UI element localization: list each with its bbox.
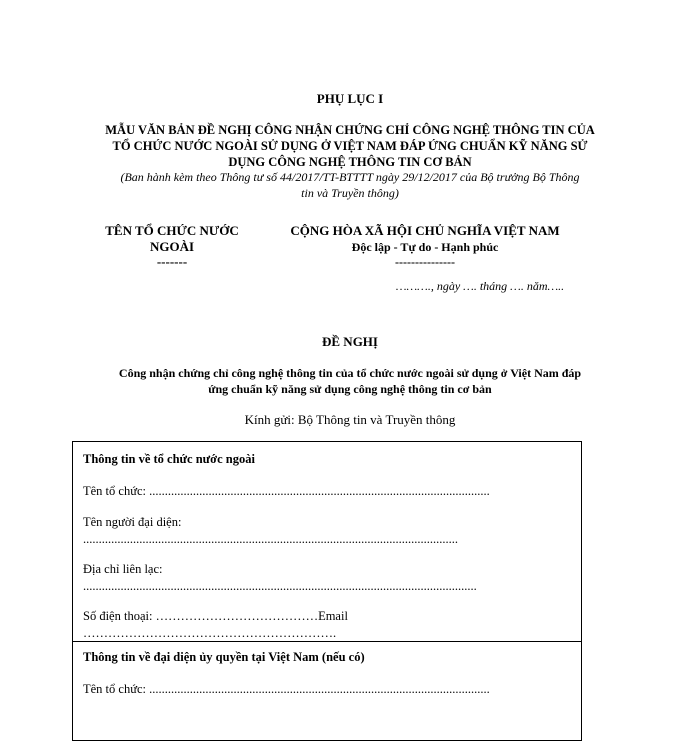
address-dots: .............................................................................................................................. [83,579,477,593]
issued-note-line-1: (Ban hành kèm theo Thông tư số 44/2017/TT-BTTTT ngày 29/12/2017 của Bộ trưởng Bộ Thông [120,170,580,184]
motto-divider: --------------- [395,255,455,269]
appendix-title: PHỤ LỤC I [316,91,384,106]
addressee: Kính gửi: Bộ Thông tin và Truyền thông [244,412,456,427]
motto: Độc lập - Tự do - Hạnh phúc [351,240,499,254]
representative-label: Tên người đại diện: [83,515,182,529]
vn-org-name-field: Tên tổ chức: ............................................................................................................. [83,682,490,696]
document-title-line-3: DỤNG CÔNG NGHỆ THÔNG TIN CƠ BẢN [228,155,472,169]
request-title: ĐỀ NGHỊ [322,334,378,349]
representative-dots: ........................................................................................................................ [83,532,458,546]
request-subject-line-2: ứng chuẩn kỹ năng sử dụng công nghệ thông tin cơ bản [208,382,492,396]
org-name-divider: ------- [156,254,188,269]
org-name-header-line-1: TÊN TỔ CHỨC NƯỚC [105,223,239,238]
section-divider [73,641,581,642]
address-label: Địa chỉ liên lạc: [83,562,163,576]
document-title-line-2: TỔ CHỨC NƯỚC NGOÀI SỬ DỤNG Ở VIỆT NAM ĐÁP ỨNG CHUẨN KỸ NĂNG SỬ [112,139,588,153]
org-name-field: Tên tổ chức: ............................................................................................................. [83,484,490,498]
nation-header: CỘNG HÒA XÃ HỘI CHỦ NGHĨA VIỆT NAM [290,223,560,238]
info-form-table [72,441,582,741]
org-name-header-line-2: NGOÀI [149,239,195,254]
document-title-line-1: MẪU VĂN BẢN ĐỀ NGHỊ CÔNG NHẬN CHỨNG CHỈ CÔNG NGHỆ THÔNG TIN CỦA [105,123,595,137]
issued-note-line-2: tin và Truyền thông) [301,186,399,200]
request-subject-line-1: Công nhận chứng chỉ công nghệ thông tin của tổ chức nước ngoài sử dụng ở Việt Nam đáp [118,366,582,380]
date-line: ………., ngày …. tháng …. năm….. [395,279,565,293]
section-foreign-org-heading: Thông tin về tổ chức nước ngoài [83,452,255,466]
section-vn-representative-heading: Thông tin về đại diện ủy quyền tại Việt Nam (nếu có) [83,650,365,664]
phone-email-field: Số điện thoại: …………………………………Email [83,609,348,623]
email-dots: ……………………………………………………. [83,626,337,640]
